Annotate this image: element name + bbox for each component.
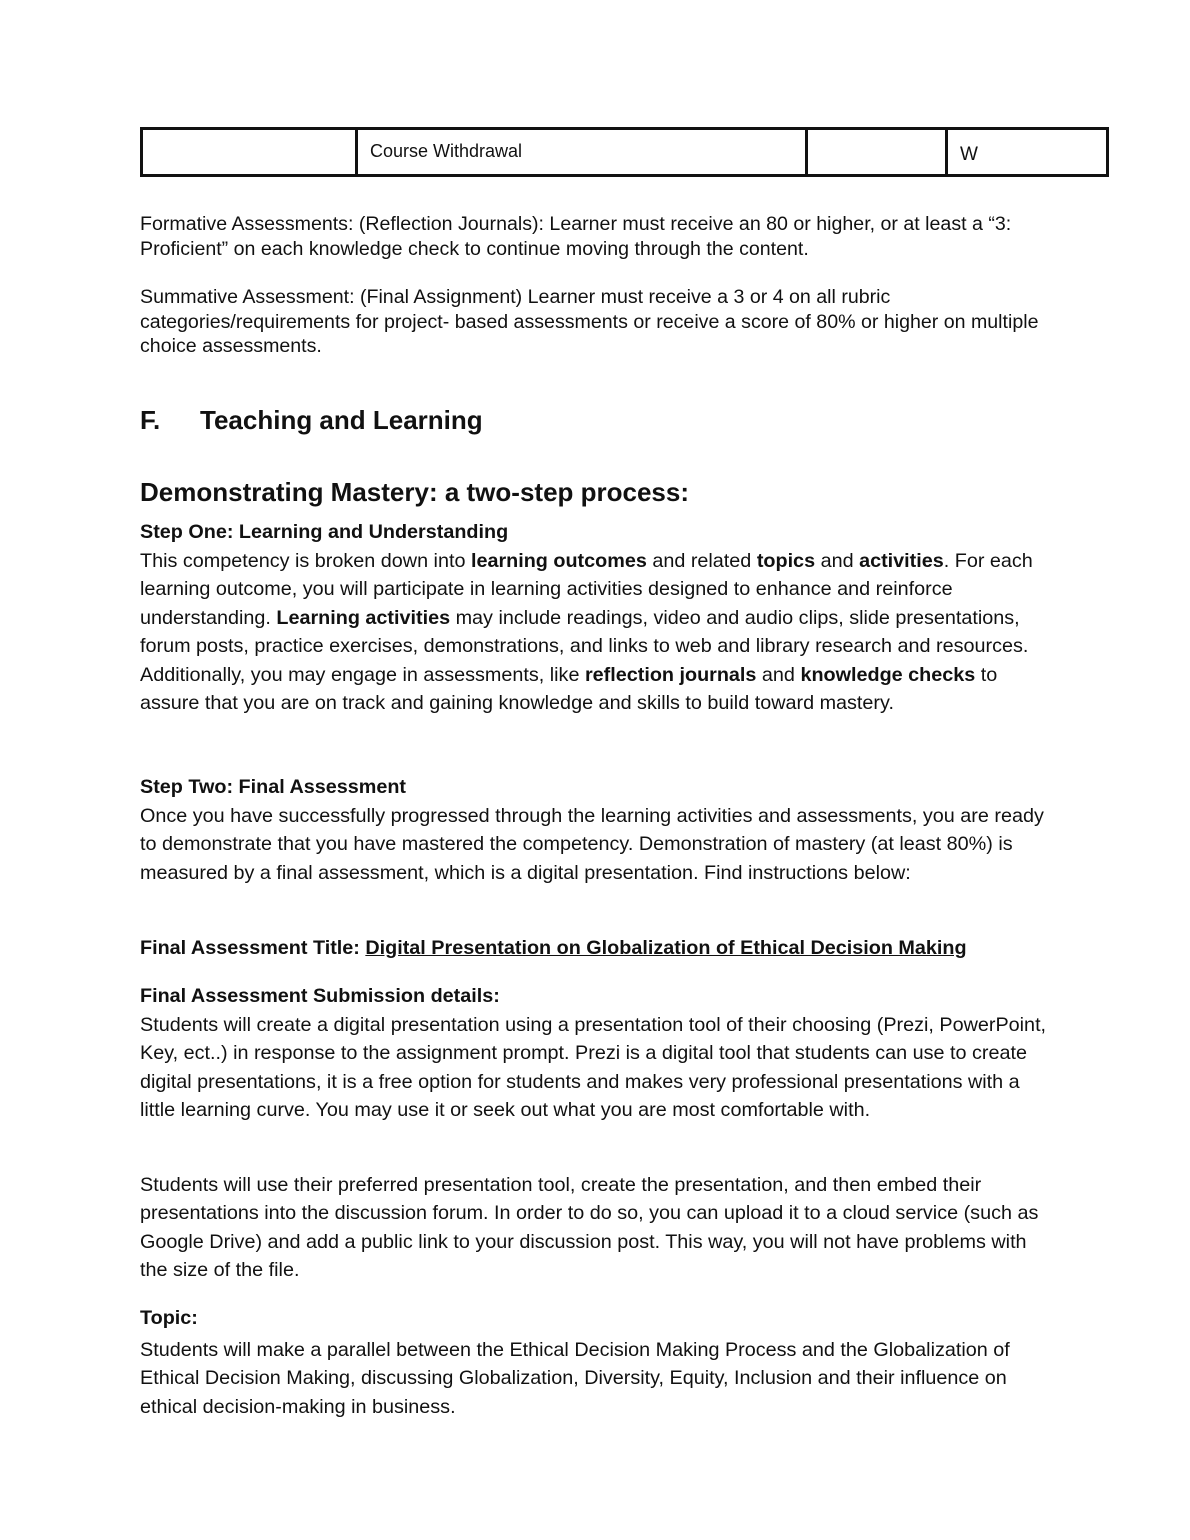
final-assessment-title-label: Final Assessment Title: [140, 937, 366, 959]
final-assessment-title-link[interactable]: Digital Presentation on Globalization of Ethical Decision Making [365, 937, 967, 959]
step-one-body: This competency is broken down into learning outcomes and related topics and activities. For each learning outcome, you will participate in learning activities designed to enhance and reinforce understanding. Learning activities may include readings, video and audio clips, slide presentations, forum posts, practice exercises, demonstrations, and links to web and library research and resources. Additionally, you may engage in assessments, like reflection journals and knowledge checks to assure that you are on track and gaining knowledge and skills to build toward mastery. [140, 550, 1033, 715]
table-cell: W [947, 129, 1108, 176]
grade-table [140, 127, 1109, 177]
topic-heading: Topic: [140, 1307, 198, 1329]
step-two-body: Once you have successfully progressed through the learning activities and assessments, you are ready to demonstrate that you have mastered the competency. Demonstration of mastery (at least 80%) is measured by a final assessment, which is a digital presentation. Find instructions below: [140, 805, 1044, 884]
mastery-heading: Demonstrating Mastery: a two-step process: [140, 477, 690, 507]
step-one-heading: Step One: Learning and Understanding [140, 521, 509, 543]
section-heading [140, 402, 483, 438]
summative-assessment-text: Summative Assessment: (Final Assignment) Learner must receive a 3 or 4 on all rubric categories/requirements for project- based assessments or receive a score of 80% or higher on multiple choice assessments. [140, 286, 1039, 357]
table-cell: Course Withdrawal [357, 129, 807, 176]
table-row [142, 129, 1108, 176]
formative-assessments-text: Formative Assessments: (Reflection Journals): Learner must receive an 80 or higher, or at least a “3: Proficient” on each knowledge check to continue moving through the content. [140, 213, 1012, 260]
submission-details-p1: Students will create a digital presentation using a presentation tool of their choosing (Prezi, PowerPoint, Key, ect..) in response to the assignment prompt. Prezi is a digital tool that students can use to create digital presentations, it is a free option for students and makes very professional presentations with a little learning curve. You may use it or seek out what you are most comfortable with. [140, 1014, 1047, 1122]
submission-details-p2: Students will use their preferred presentation tool, create the presentation, and then embed their presentations into the discussion forum. In order to do so, you can upload it to a cloud service (such as Google Drive) and add a public link to your discussion post. This way, you will not have problems with the size of the file. [140, 1174, 1039, 1282]
section-letter: F. [140, 405, 161, 435]
submission-details-heading: Final Assessment Submission details: [140, 985, 500, 1007]
topic-body: Students will make a parallel between the Ethical Decision Making Process and the Globalization of Ethical Decision Making, discussing Globalization, Diversity, Equity, Inclusion and their influence on ethical decision-making in business. [140, 1339, 1010, 1418]
step-two-heading: Step Two: Final Assessment [140, 776, 407, 798]
table-cell [142, 129, 357, 176]
table-cell [807, 129, 947, 176]
section-title: Teaching and Learning [200, 405, 483, 435]
final-assessment-title [140, 935, 1100, 961]
